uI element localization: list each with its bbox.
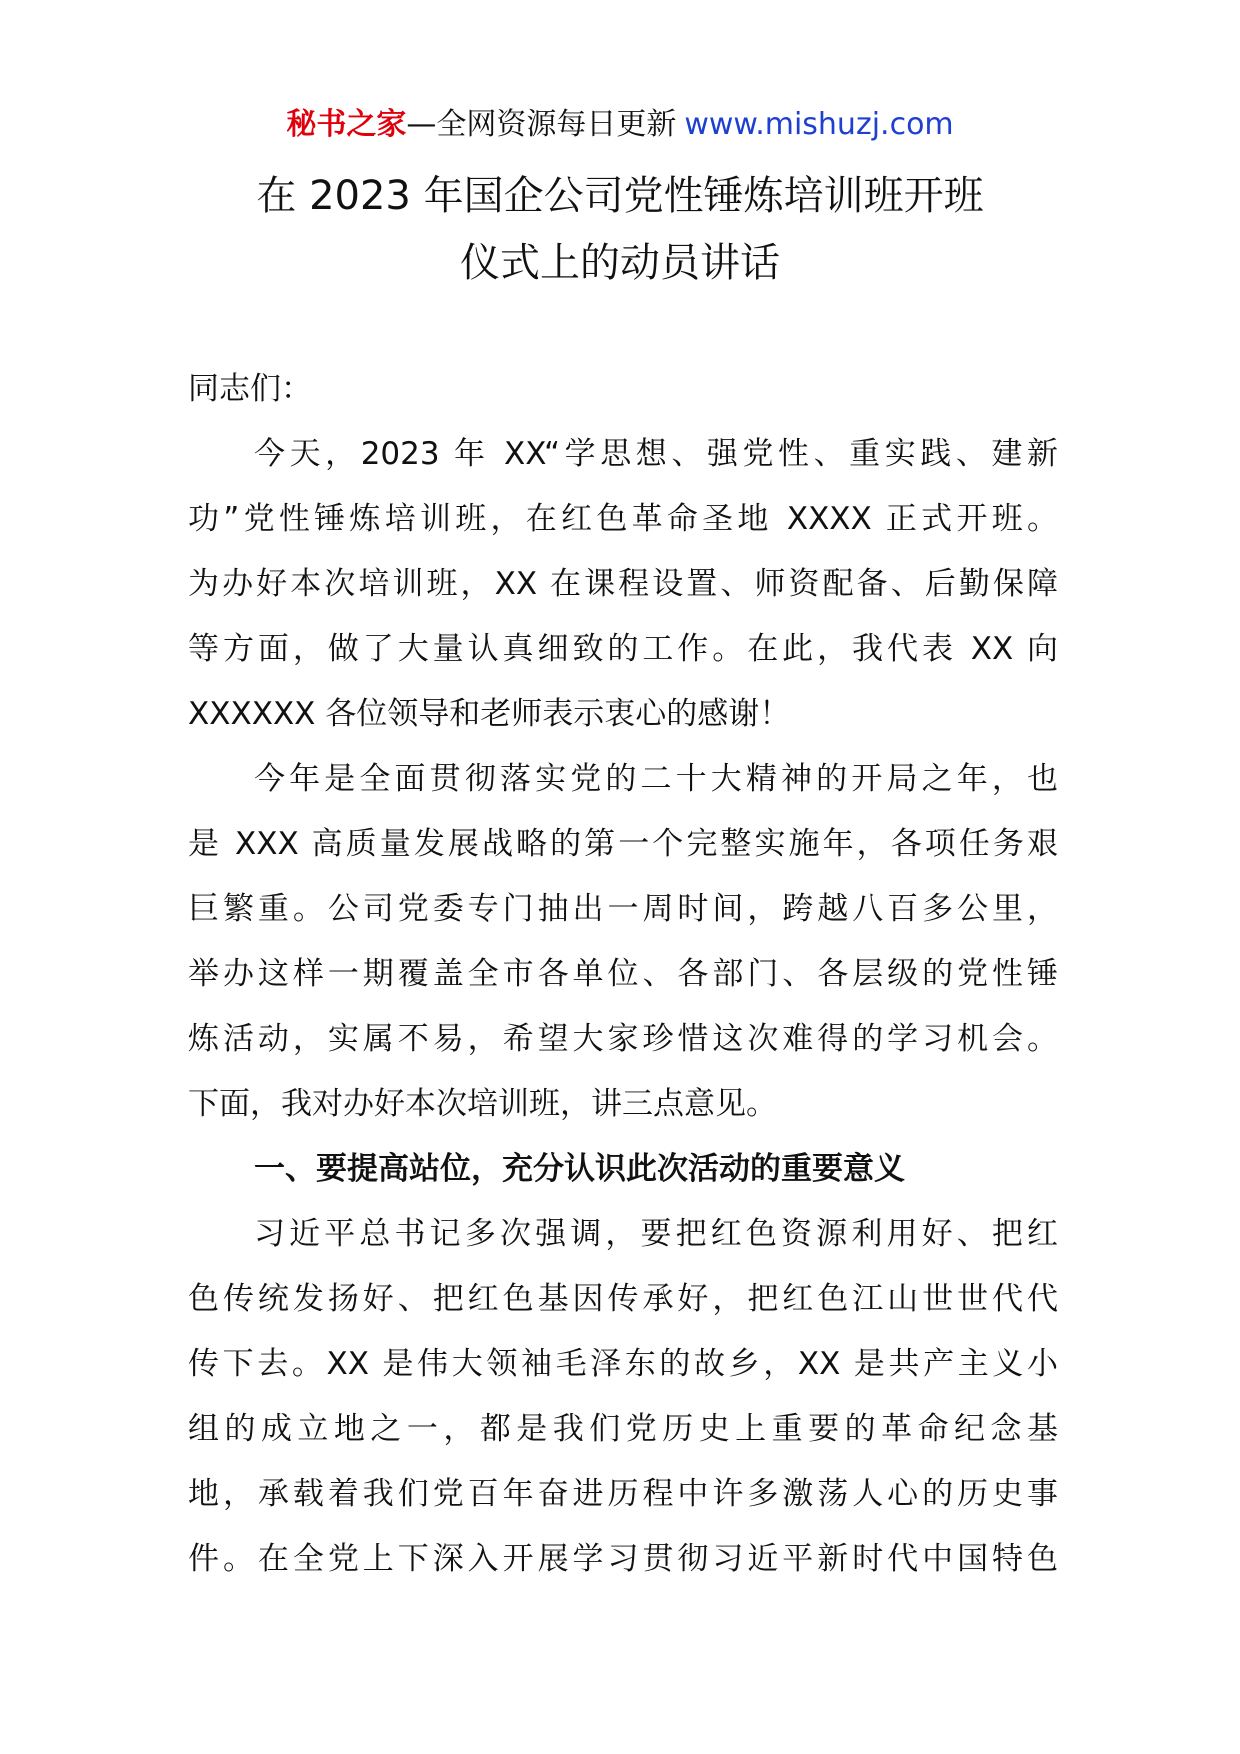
body-line: 炼活动，实属不易，希望大家珍惜这次难得的学习机会。 [188,1021,1058,1057]
title-line-2: 仪式上的动员讲话 [460,240,780,286]
site-url-link[interactable]: www.mishuzj.com [684,107,954,142]
body-line: 传下去。XX 是伟大领袖毛泽东的故乡，XX 是共产主义小 [188,1346,1058,1382]
body-line: 等方面，做了大量认真细致的工作。在此，我代表 XX 向 [188,631,1058,667]
body-line: 为办好本次培训班，XX 在课程设置、师资配备、后勤保障 [188,566,1058,602]
document-title [100,163,1140,297]
body-line: 色传统发扬好、把红色基因传承好，把红色江山世世代代 [188,1281,1058,1317]
body-line: 是 XXX 高质量发展战略的第一个完整实施年，各项任务艰 [188,826,1058,862]
body-line: 习近平总书记多次强调，要把红色资源利用好、把红 [254,1216,1058,1252]
body-line: 今年是全面贯彻落实党的二十大精神的开局之年，也 [254,761,1058,797]
body-line: 巨繁重。公司党委专门抽出一周时间，跨越八百多公里， [188,891,1058,927]
body-line: 举办这样一期覆盖全市各单位、各部门、各层级的党性锤 [188,956,1058,992]
body-line: 今天，2023 年 XX“学思想、强党性、重实践、建新 [254,436,1058,472]
site-tagline: —全网资源每日更新 [406,107,677,142]
body-line: 地，承载着我们党百年奋进历程中许多激荡人心的历史事 [188,1476,1058,1512]
body-line: 功”党性锤炼培训班，在红色革命圣地 XXXX 正式开班。 [188,501,1058,537]
section-heading: 一、要提高站位，充分认识此次活动的重要意义 [254,1151,905,1187]
document-body [188,357,1058,1592]
site-brand: 秘书之家 [286,107,407,142]
body-line: 组的成立地之一，都是我们党历史上重要的革命纪念基 [188,1411,1058,1447]
body-line: 件。在全党上下深入开展学习贯彻习近平新时代中国特色 [188,1541,1058,1577]
body-line: XXXXXX 各位领导和老师表示衷心的感谢！ [188,696,791,732]
site-header [0,100,1240,150]
body-line: 下面，我对办好本次培训班，讲三点意见。 [188,1086,777,1122]
title-line-1: 在 2023 年国企公司党性锤炼培训班开班 [256,173,984,219]
salutation: 同志们： [188,371,312,407]
